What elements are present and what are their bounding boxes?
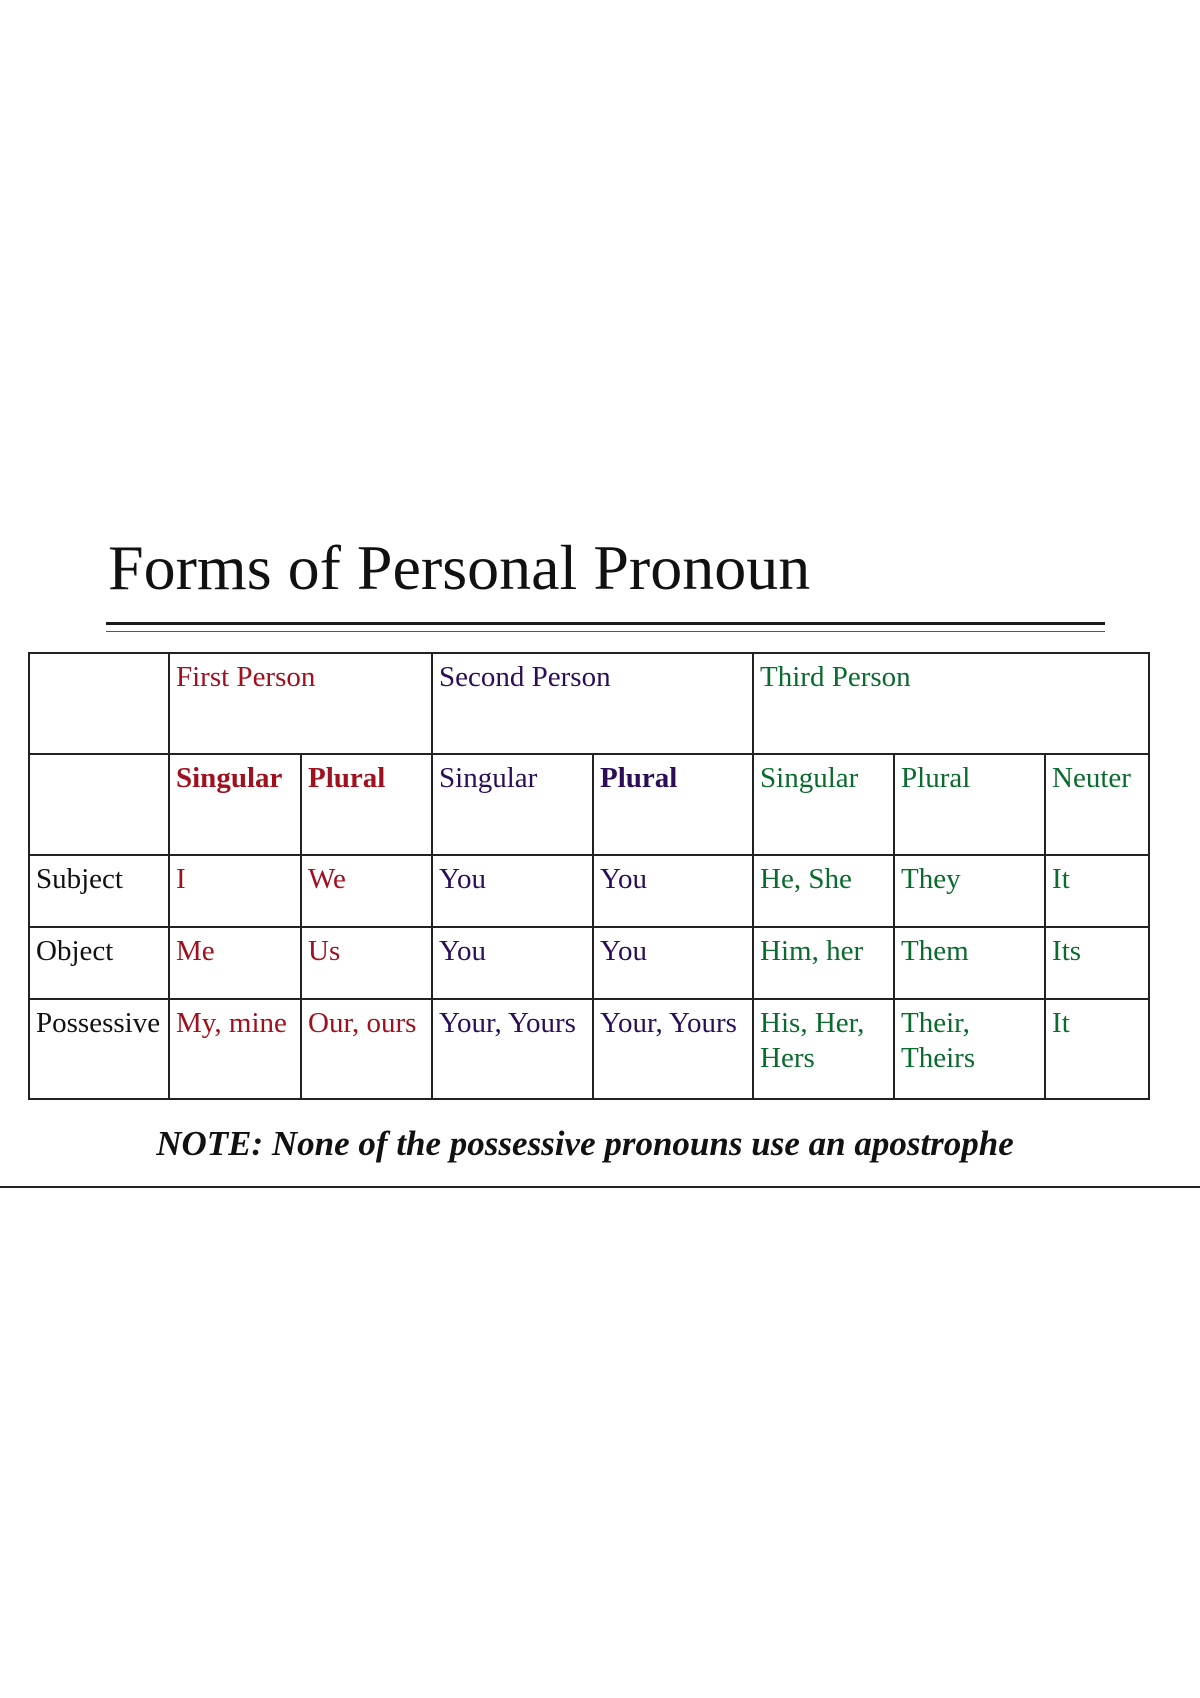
number-header: Singular <box>169 754 301 855</box>
second-person-header: Second Person <box>432 653 753 754</box>
table-cell: My, mine <box>169 999 301 1099</box>
table-cell: It <box>1045 999 1149 1099</box>
third-person-header: Third Person <box>753 653 1149 754</box>
footnote: NOTE: None of the possessive pronouns use an apostrophe <box>156 1124 1014 1163</box>
table-cell: Its <box>1045 927 1149 999</box>
table-cell: We <box>301 855 432 927</box>
row-label-subject: Subject <box>29 855 169 927</box>
number-header: Singular <box>753 754 894 855</box>
table-row <box>29 754 1149 855</box>
title-underline-thin <box>106 631 1105 632</box>
table-cell: Their, Theirs <box>894 999 1045 1099</box>
table-cell: Our, ours <box>301 999 432 1099</box>
number-header: Singular <box>432 754 593 855</box>
page-title: Forms of Personal Pronoun <box>108 532 811 603</box>
first-person-header: First Person <box>169 653 432 754</box>
table-cell: Them <box>894 927 1045 999</box>
table-row <box>29 855 1149 927</box>
table-row <box>29 999 1149 1099</box>
number-header: Plural <box>301 754 432 855</box>
title-underline-thick <box>106 622 1105 625</box>
table-cell: I <box>169 855 301 927</box>
table-cell: Your, Yours <box>593 999 753 1099</box>
table-cell: Your, Yours <box>432 999 593 1099</box>
row-label-object: Object <box>29 927 169 999</box>
table-row <box>29 653 1149 754</box>
pronoun-table <box>28 652 1150 1100</box>
number-header: Neuter <box>1045 754 1149 855</box>
table-cell: You <box>593 855 753 927</box>
table-cell: They <box>894 855 1045 927</box>
table-cell: You <box>432 855 593 927</box>
table-cell: Him, her <box>753 927 894 999</box>
row-label-possessive: Possessive <box>29 999 169 1099</box>
page-divider <box>0 1186 1200 1188</box>
table-cell: You <box>593 927 753 999</box>
empty-corner-cell <box>29 653 169 754</box>
table-row <box>29 927 1149 999</box>
table-cell: Me <box>169 927 301 999</box>
empty-corner-cell <box>29 754 169 855</box>
number-header: Plural <box>894 754 1045 855</box>
table-cell: Us <box>301 927 432 999</box>
table-cell: It <box>1045 855 1149 927</box>
table-cell: His, Her, Hers <box>753 999 894 1099</box>
number-header: Plural <box>593 754 753 855</box>
table-cell: You <box>432 927 593 999</box>
table-cell: He, She <box>753 855 894 927</box>
